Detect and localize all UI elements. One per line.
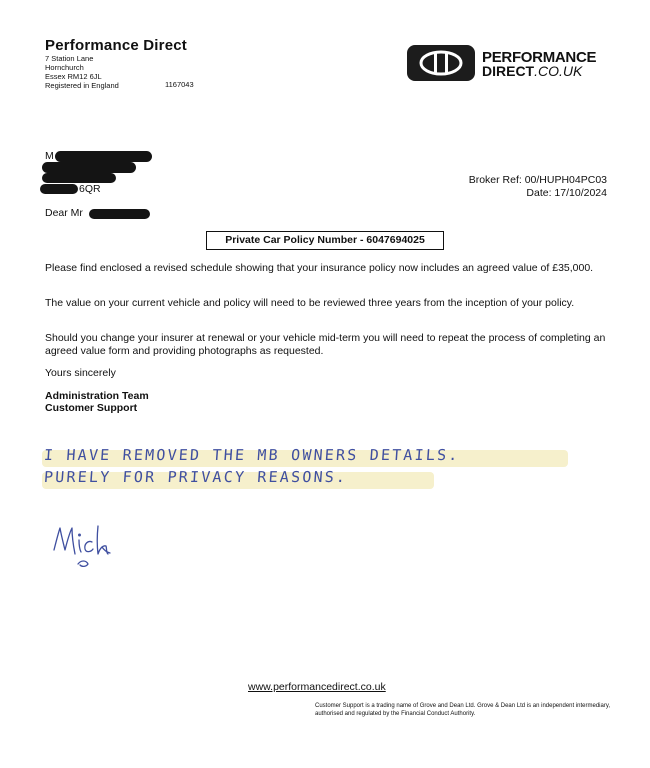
registration-number: 1167043 xyxy=(165,80,194,89)
salutation: Dear Mr xyxy=(45,207,83,219)
recipient-name-initial: M xyxy=(45,150,54,162)
reference-block xyxy=(469,174,607,200)
redaction-mark xyxy=(55,151,152,162)
logo-text-suffix: .CO.UK xyxy=(534,63,583,79)
redaction-mark xyxy=(42,162,136,173)
signature-department: Customer Support xyxy=(45,402,138,414)
company-logo-icon xyxy=(407,45,475,81)
closing-line: Yours sincerely xyxy=(45,367,116,379)
sender-address-line: Registered in England xyxy=(45,81,119,90)
website-link[interactable]: www.performancedirect.co.uk xyxy=(248,681,386,693)
signature-team: Administration Team xyxy=(45,390,149,402)
broker-reference: Broker Ref: 00/HUPH04PC03 xyxy=(468,174,607,186)
sender-address-line: 7 Station Lane xyxy=(45,54,94,63)
recipient-postcode: 6QR xyxy=(79,183,101,195)
handwritten-signature xyxy=(48,520,118,570)
footer-legal-text: Customer Support is a trading name of Grove and Dean Ltd. Grove & Dean Ltd is an independent intermediary, authorised and regulated by the Financial Conduct Authority. xyxy=(315,703,611,717)
handwritten-note-line: I HAVE REMOVED THE MB OWNERS DETAILS. xyxy=(43,446,461,464)
body-paragraph: Please find enclosed a revised schedule showing that your insurance policy now includes an agreed value of £35,000. xyxy=(45,262,594,274)
logo-text-line1: PERFORMANCE xyxy=(482,49,597,66)
sender-address-line: Essex RM12 6JL xyxy=(45,72,102,81)
logo-text-line2 xyxy=(482,63,582,79)
redaction-mark xyxy=(89,209,150,219)
redaction-mark xyxy=(40,184,78,194)
body-paragraph: The value on your current vehicle and policy will need to be reviewed three years from the inception of your policy. xyxy=(45,297,575,309)
handwritten-note-line: PURELY FOR PRIVACY REASONS. xyxy=(43,468,348,486)
policy-number-box: Private Car Policy Number - 6047694025 xyxy=(206,231,444,250)
redaction-mark xyxy=(42,173,116,183)
sender-address-line: Hornchurch xyxy=(45,63,84,72)
body-paragraph: Should you change your insurer at renewal or your vehicle mid-term you will need to repeat the process of completing an agreed value form and providing photographs as requested. xyxy=(45,332,606,357)
letter-date: Date: 17/10/2024 xyxy=(526,187,607,199)
logo-text-main: DIRECT xyxy=(482,63,535,79)
sender-company-name: Performance Direct xyxy=(45,37,187,54)
